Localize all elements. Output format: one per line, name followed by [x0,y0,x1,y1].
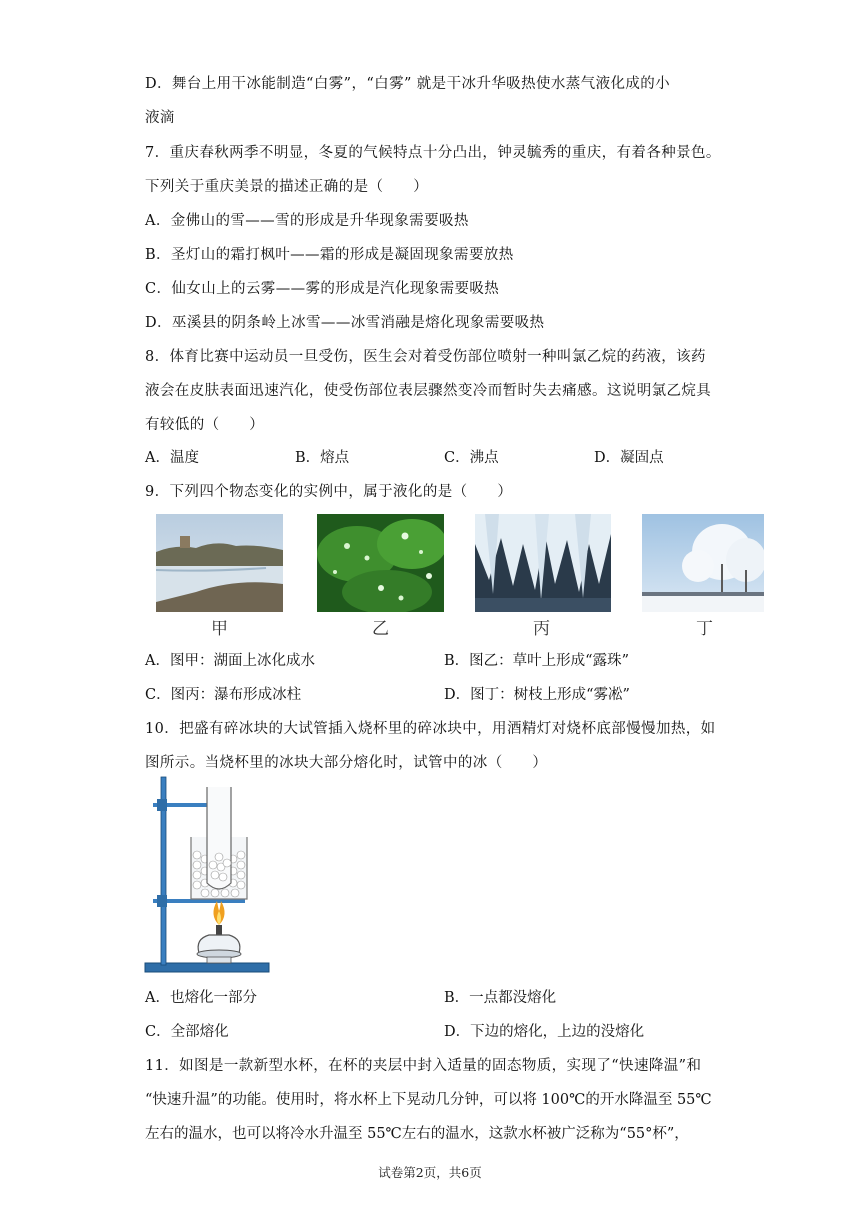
photo-rime-trees [642,514,764,612]
question-11-line2: “快速升温”的功能。使用时，将水杯上下晃动几分钟，可以将 100℃的开水降温至 55℃ [145,1092,712,1108]
question-11-line1: 11．如图是一款新型水杯，在杯的夹层中封入适量的固态物质，实现了“快速降温”和 [145,1058,702,1074]
question-7-option-b: B．圣灯山的霜打枫叶——霜的形成是凝固现象需要放热 [145,247,514,263]
question-9-option-b: B．图乙：草叶上形成“露珠” [444,653,629,669]
photo-leaf-dew [317,514,444,612]
caption-bing: 丙 [533,619,550,639]
apparatus-diagram [143,775,273,975]
question-10-line2: 图所示。当烧杯里的冰块大部分熔化时，试管中的冰（ ） [145,755,548,771]
caption-jia: 甲 [211,619,228,639]
question-8-option-c: C．沸点 [444,450,499,466]
caption-yi: 乙 [372,619,389,639]
photo-lake [156,514,283,612]
question-7-line2: 下列关于重庆美景的描述正确的是（ ） [145,179,429,195]
option-6d-line2: 液滴 [145,110,175,126]
question-7-option-a: A．金佛山的雪——雪的形成是升华现象需要吸热 [145,213,469,229]
question-10-line1: 10．把盛有碎冰块的大试管插入烧杯里的碎冰块中，用酒精灯对烧杯底部慢慢加热，如 [145,721,716,737]
caption-ding: 丁 [696,619,713,639]
question-10-option-c: C．全部熔化 [145,1024,229,1040]
question-7-option-c: C．仙女山上的云雾——雾的形成是汽化现象需要吸热 [145,281,500,297]
question-8-line3: 有较低的（ ） [145,417,265,433]
photo-frozen-waterfall [475,514,611,612]
question-8-option-b: B．熔点 [295,450,350,466]
question-8-option-d: D．凝固点 [594,450,664,466]
question-8-line1: 8．体育比赛中运动员一旦受伤，医生会对着受伤部位喷射一种叫氯乙烷的药液，该药 [145,349,706,365]
question-9-stem: 9．下列四个物态变化的实例中，属于液化的是（ ） [145,484,513,500]
question-9-option-c: C．图丙：瀑布形成冰柱 [145,687,302,703]
question-9-option-d: D．图丁：树枝上形成“雾凇” [444,687,630,703]
question-11-line3: 左右的温水，也可以将冷水升温至 55℃左右的温水，这款水杯被广泛称为“55°杯”， [145,1126,689,1142]
question-10-option-a: A．也熔化一部分 [145,990,257,1006]
question-10-option-d: D．下边的熔化，上边的没熔化 [444,1024,645,1040]
question-9-option-a: A．图甲：湖面上冰化成水 [145,653,315,669]
question-8-line2: 液会在皮肤表面迅速汽化，使受伤部位表层骤然变冷而暂时失去痛感。这说明氯乙烷具 [145,383,712,399]
page-footer: 试卷第2页，共6页 [378,1165,482,1180]
question-10-option-b: B．一点都没熔化 [444,990,557,1006]
question-7-option-d: D．巫溪县的阴条岭上冰雪——冰雪消融是熔化现象需要吸热 [145,315,545,331]
option-6d-line1: D．舞台上用干冰能制造“白雾”，“白雾” 就是干冰升华吸热使水蒸气液化成的小 [145,76,671,92]
question-7-line1: 7．重庆春秋两季不明显，冬夏的气候特点十分凸出，钟灵毓秀的重庆，有着各种景色。 [145,145,721,161]
question-8-option-a: A．温度 [145,450,199,466]
